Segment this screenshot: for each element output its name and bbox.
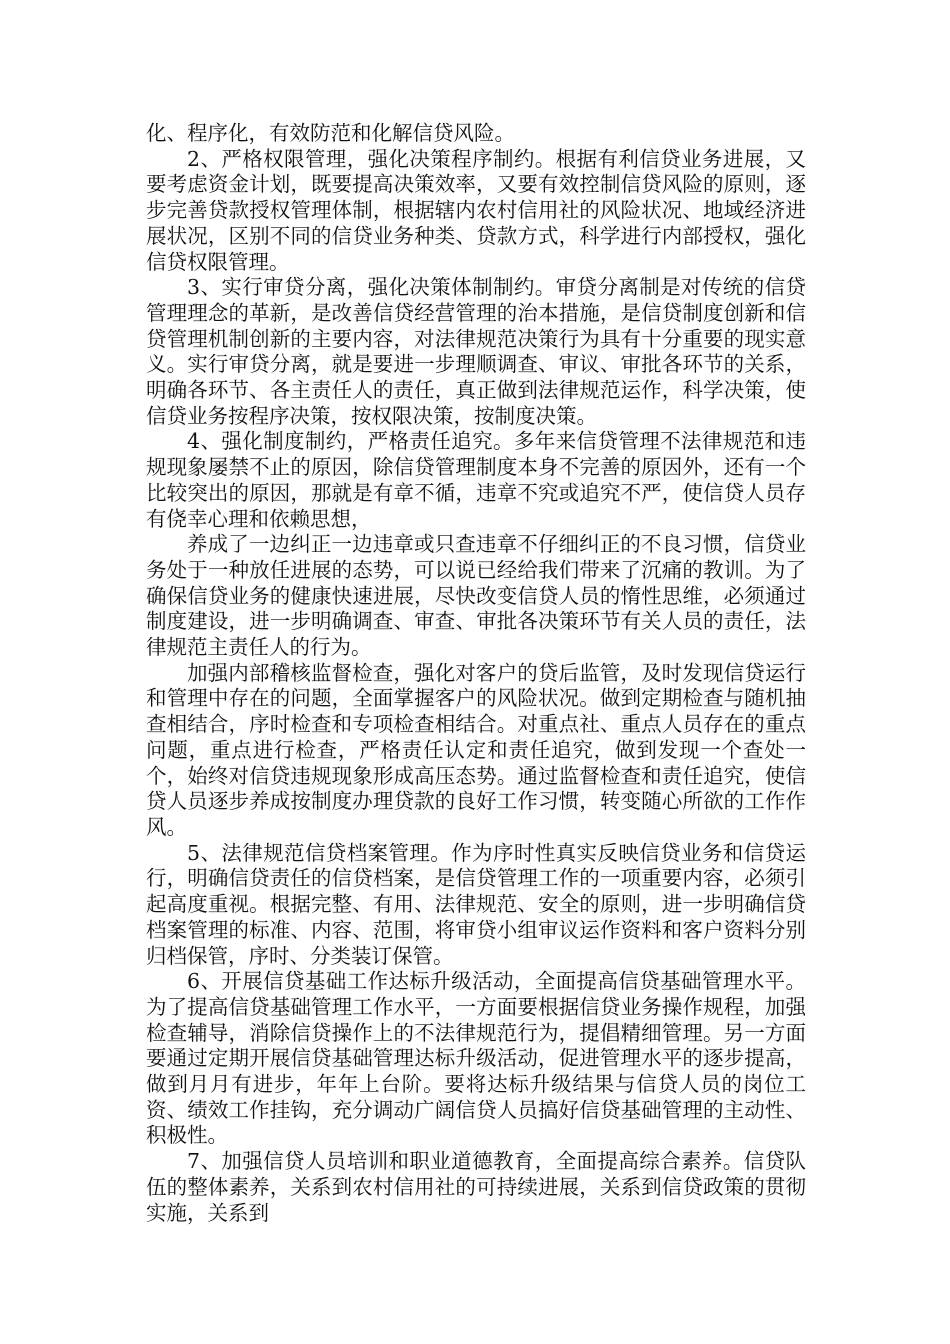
paragraph-4: 4、强化制度制约，严格责任追究。多年来信贷管理不法律规范和违规现象屡禁不止的原因，除信贷管理制度本身不完善的原因外，还有一个比较突出的原因，那就是有章不循，违章不究或追究不严，使信贷人员存有侥幸心理和依赖思想， xyxy=(146,429,806,531)
paragraph-3: 3、实行审贷分离，强化决策体制制约。审贷分离制是对传统的信贷管理理念的革新，是改善信贷经营管理的治本措施，是信贷制度创新和信贷管理机制创新的主要内容，对法律规范决策行为具有十分重要的现实意义。实行审贷分离，就是要进一步理顺调查、审议、审批各环节的关系，明确各环节、各主责任人的责任，真正做到法律规范运作，科学决策，使信贷业务按程序决策，按权限决策，按制度决策。 xyxy=(146,275,806,428)
paragraph-5: 养成了一边纠正一边违章或只查违章不仔细纠正的不良习惯，信贷业务处于一种放任进展的态势，可以说已经给我们带来了沉痛的教训。为了确保信贷业务的健康快速进展，尽快改变信贷人员的惰性思维，必须通过制度建设，进一步明确调查、审查、审批各决策环节有关人员的责任，法律规范主责任人的行为。 xyxy=(146,532,806,660)
paragraph-9: 7、加强信贷人员培训和职业道德教育，全面提高综合素养。信贷队伍的整体素养，关系到农村信用社的可持续进展，关系到信贷政策的贯彻实施，关系到 xyxy=(146,1149,806,1225)
paragraph-8: 6、开展信贷基础工作达标升级活动，全面提高信贷基础管理水平。为了提高信贷基础管理工作水平，一方面要根据信贷业务操作规程，加强检查辅导，消除信贷操作上的不法律规范行为，提倡精细管理。另一方面要通过定期开展信贷基础管理达标升级活动，促进管理水平的逐步提高，做到月月有进步，年年上台阶。要将达标升级结果与信贷人员的岗位工资、绩效工作挂钩，充分调动广阔信贷人员搞好信贷基础管理的主动性、积极性。 xyxy=(146,969,806,1148)
paragraph-7: 5、法律规范信贷档案管理。作为序时性真实反映信贷业务和信贷运行，明确信贷责任的信贷档案，是信贷管理工作的一项重要内容，必须引起高度重视。根据完整、有用、法律规范、安全的原则，进一步明确信贷档案管理的标准、内容、范围，将审贷小组审议运作资料和客户资料分别归档保管，序时、分类装订保管。 xyxy=(146,840,806,968)
paragraph-1: 化、程序化，有效防范和化解信贷风险。 xyxy=(146,121,515,145)
document-body xyxy=(146,121,806,1226)
paragraph-2: 2、严格权限管理，强化决策程序制约。根据有利信贷业务进展，又要考虑资金计划，既要提高决策效率，又要有效控制信贷风险的原则，逐步完善贷款授权管理体制，根据辖内农村信用社的风险状况、地域经济进展状况，区别不同的信贷业务种类、贷款方式，科学进行内部授权，强化信贷权限管理。 xyxy=(146,146,806,274)
paragraph-6: 加强内部稽核监督检查，强化对客户的贷后监管，及时发现信贷运行和管理中存在的问题，全面掌握客户的风险状况。做到定期检查与随机抽查相结合，序时检查和专项检查相结合。对重点社、重点人员存在的重点问题，重点进行检查，严格责任认定和责任追究，做到发现一个查处一个，始终对信贷违规现象形成高压态势。通过监督检查和责任追究，使信贷人员逐步养成按制度办理贷款的良好工作习惯，转变随心所欲的工作作风。 xyxy=(146,660,806,839)
